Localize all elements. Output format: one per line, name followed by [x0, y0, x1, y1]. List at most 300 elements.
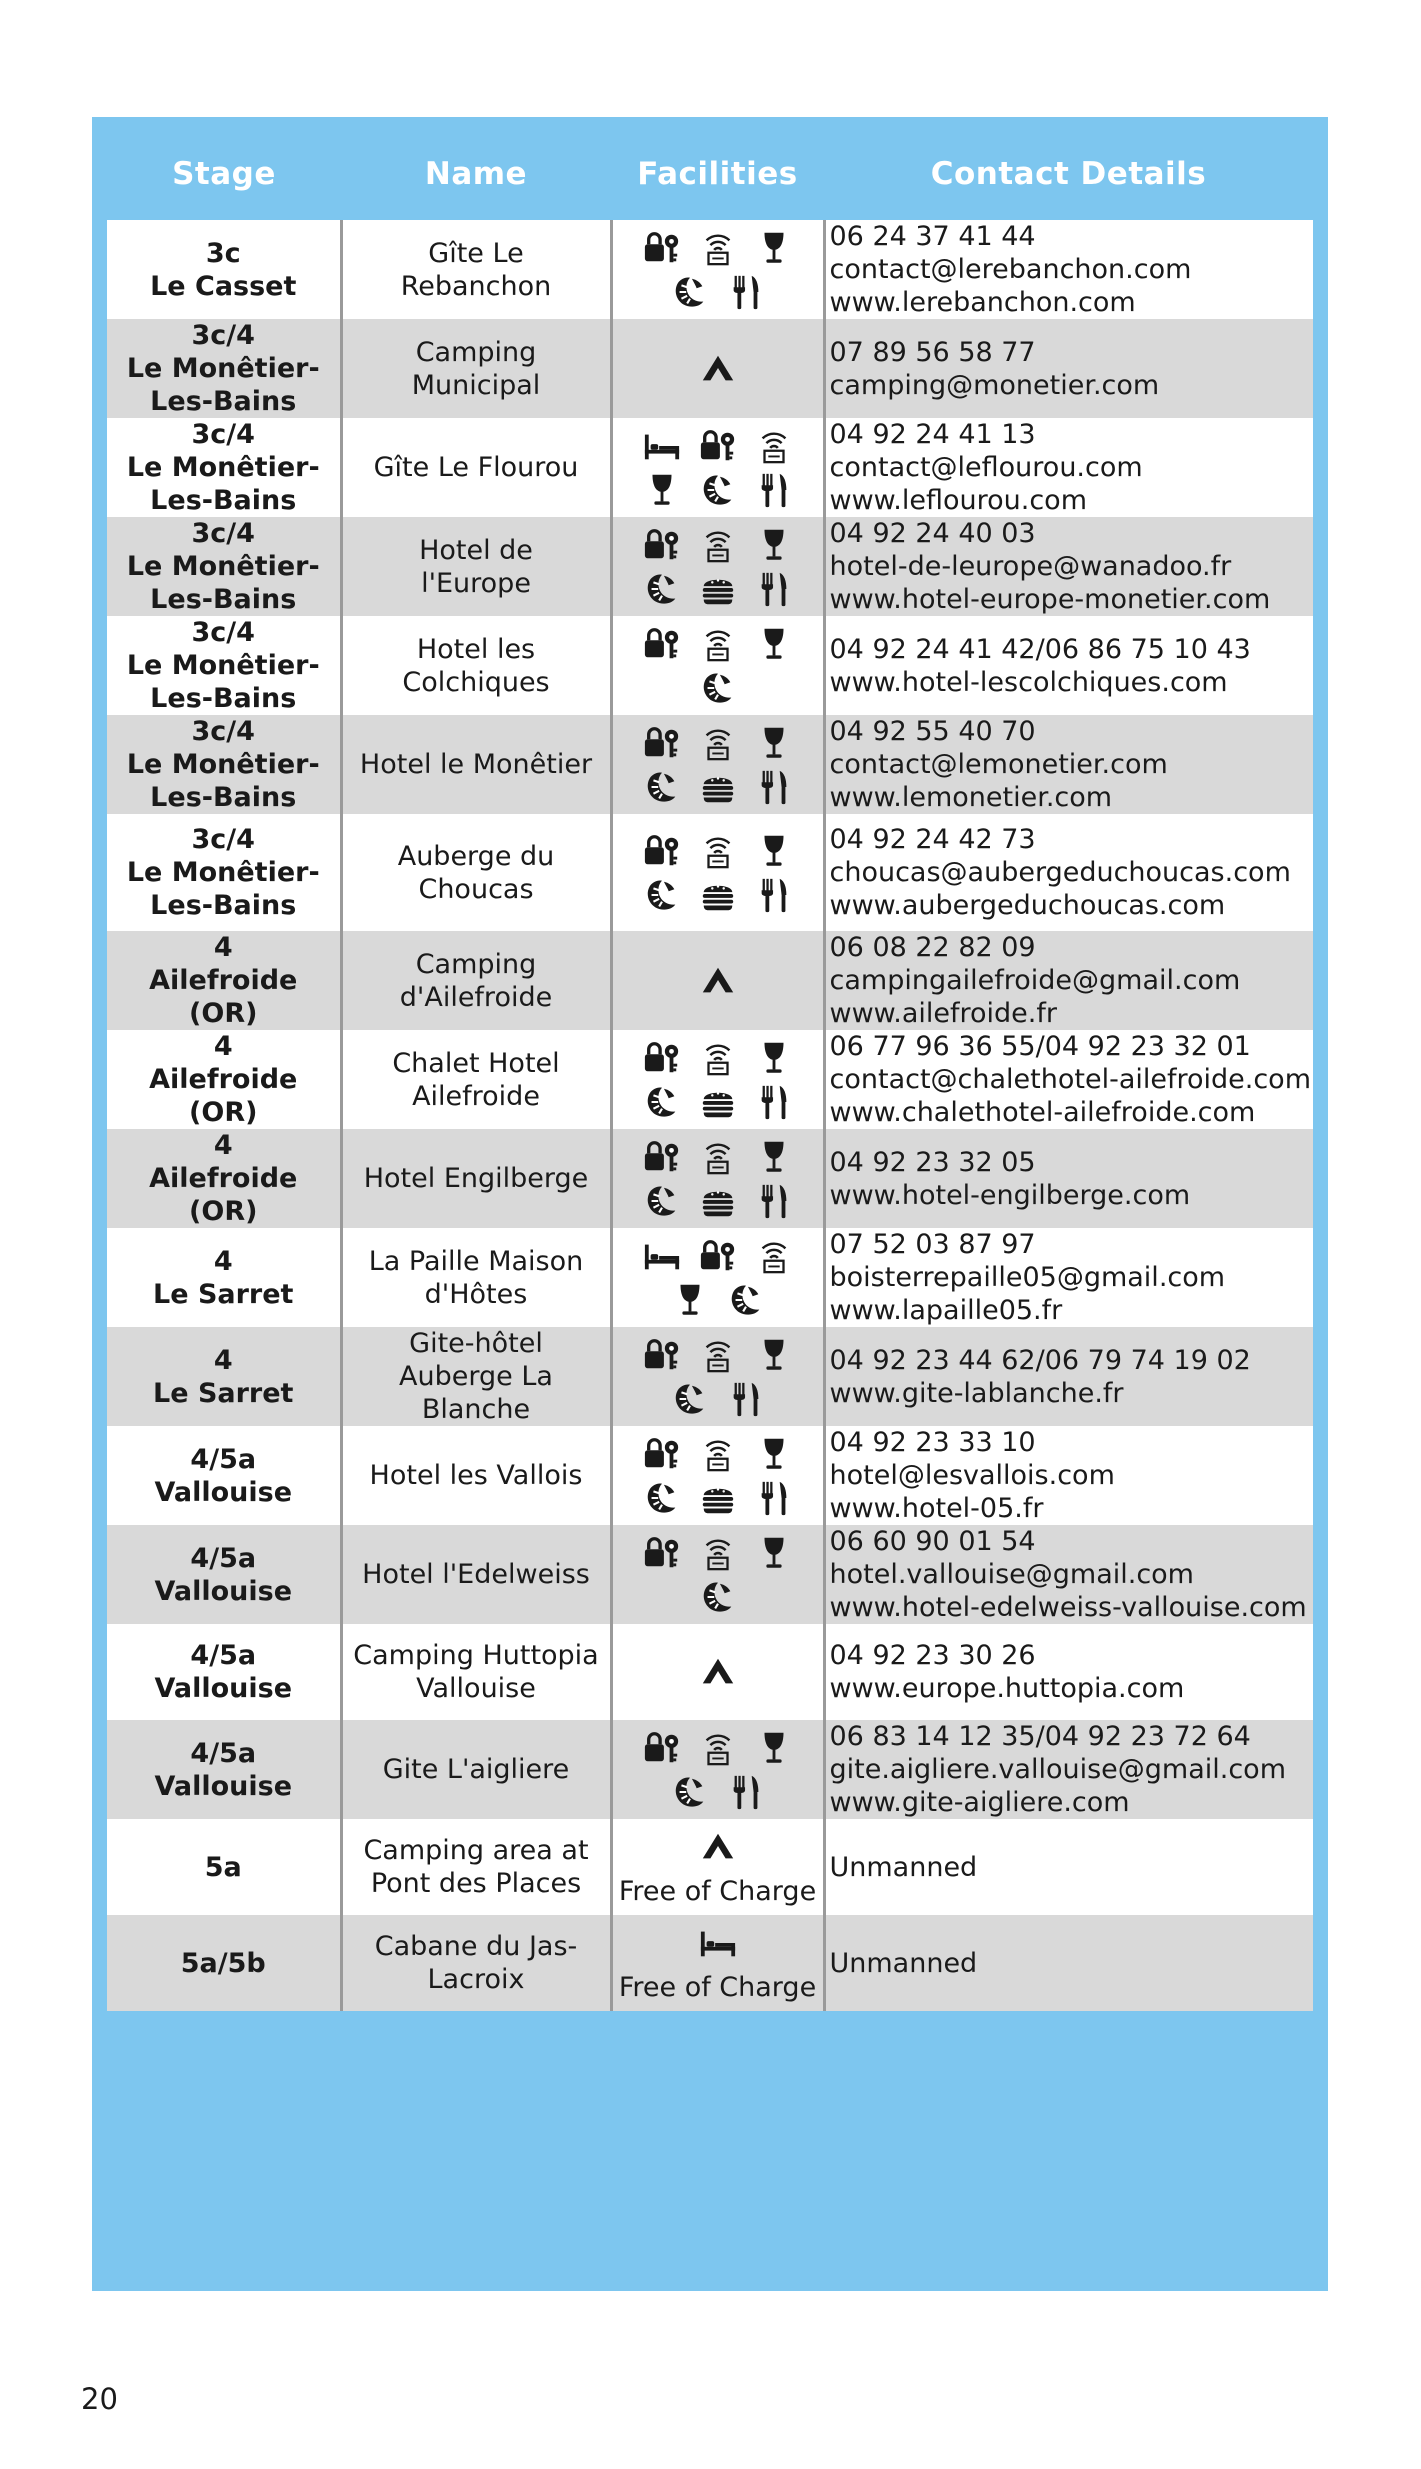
table-row — [107, 517, 1313, 616]
facilities-line — [617, 1726, 819, 1770]
name-cell — [341, 1327, 611, 1426]
wine-icon — [754, 1434, 794, 1474]
cutlery-icon — [754, 767, 794, 807]
facilities-cell — [611, 1426, 824, 1525]
contact-line: www.gite-aigliere.com — [829, 1787, 1130, 1818]
stage-cell — [107, 517, 341, 616]
contact-line: www.hotel-lescolchiques.com — [829, 666, 1228, 698]
stage-line: Vallouise — [154, 1476, 293, 1508]
contact-line: 04 92 23 33 10 — [829, 1427, 1036, 1458]
accommodation-table — [107, 128, 1313, 2011]
contact-line: 04 92 24 41 13 — [829, 419, 1036, 450]
contact-cell — [824, 1720, 1313, 1819]
facilities-cell — [611, 814, 824, 931]
facilities-line — [617, 765, 819, 809]
name-cell — [341, 220, 611, 319]
stage-line: 4/5a — [190, 1542, 257, 1574]
contact-line: 06 08 22 82 09 — [829, 932, 1036, 963]
name-cell — [341, 517, 611, 616]
keys-icon — [642, 1533, 682, 1573]
contact-line: 04 92 23 32 05 — [829, 1146, 1036, 1178]
stage-cell — [107, 319, 341, 418]
name-line: Blanche — [421, 1394, 531, 1425]
wifi-icon — [698, 525, 738, 565]
facilities-line — [617, 347, 819, 391]
contact-line: camping@monetier.com — [829, 369, 1160, 401]
table-row — [107, 616, 1313, 715]
name-line: Hotel le Monêtier — [359, 749, 593, 780]
name-line: Auberge du — [397, 840, 555, 872]
name-line: d'Ailefroide — [399, 981, 553, 1013]
stage-line: Le Sarret — [153, 1377, 294, 1409]
name-line: Hotel de — [419, 534, 533, 566]
facilities-line — [617, 873, 819, 917]
wifi-icon — [754, 1236, 794, 1276]
stage-cell — [107, 418, 341, 517]
cutlery-icon — [726, 1379, 766, 1419]
stage-line: Le Monêtier- — [126, 857, 320, 888]
name-line: Vallouise — [416, 1673, 536, 1704]
contact-cell — [824, 1228, 1313, 1327]
table-row — [107, 931, 1313, 1030]
stage-cell — [107, 1624, 341, 1720]
burger-icon — [698, 569, 738, 609]
wifi-icon — [698, 1335, 738, 1375]
stage-line: 4 — [213, 1245, 233, 1277]
keys-icon — [642, 1335, 682, 1375]
facilities-cell — [611, 1327, 824, 1426]
croissant-icon — [670, 1379, 710, 1419]
contact-line: www.gite-lablanche.fr — [829, 1377, 1124, 1409]
name-cell — [341, 1228, 611, 1327]
contact-line: www.hotel-edelweiss-vallouise.com — [829, 1592, 1307, 1623]
contact-cell — [824, 1915, 1313, 2011]
contact-cell — [824, 220, 1313, 319]
stage-line: Vallouise — [154, 1770, 293, 1802]
bed-icon — [642, 1236, 682, 1276]
wine-icon — [754, 624, 794, 664]
name-cell — [341, 1129, 611, 1228]
table-row — [107, 1426, 1313, 1525]
contact-line: boisterrepaille05@gmail.com — [829, 1262, 1226, 1293]
stage-line: Le Sarret — [153, 1278, 294, 1310]
facilities-cell — [611, 931, 824, 1030]
facilities-line — [617, 270, 819, 314]
stage-line: Ailefroide (OR) — [149, 1163, 298, 1227]
wifi-icon — [698, 831, 738, 871]
facilities-line — [617, 622, 819, 666]
cutlery-icon — [726, 272, 766, 312]
wifi-icon — [698, 1533, 738, 1573]
name-cell — [341, 1426, 611, 1525]
stage-cell — [107, 1915, 341, 2011]
contact-cell — [824, 616, 1313, 715]
facilities-line — [617, 1036, 819, 1080]
name-cell — [341, 1525, 611, 1624]
name-line: La Paille Maison — [368, 1245, 584, 1277]
cutlery-icon — [754, 1181, 794, 1221]
burger-icon — [698, 1181, 738, 1221]
contact-cell — [824, 1624, 1313, 1720]
name-line: Chalet Hotel — [392, 1047, 560, 1079]
contact-line: 06 77 96 36 55/04 92 23 32 01 — [829, 1031, 1251, 1062]
stage-line: 4/5a — [190, 1737, 257, 1769]
name-cell — [341, 319, 611, 418]
name-line: Gîte Le Flourou — [373, 452, 579, 483]
name-line: Auberge La — [399, 1361, 553, 1392]
croissant-icon — [642, 569, 682, 609]
cutlery-icon — [754, 875, 794, 915]
header-stage: Stage — [172, 156, 276, 192]
facilities-cell — [611, 616, 824, 715]
name-cell — [341, 1915, 611, 2011]
bed-icon — [698, 1923, 738, 1963]
stage-line: Le Monêtier- — [126, 551, 320, 582]
croissant-icon — [670, 272, 710, 312]
keys-icon — [642, 1137, 682, 1177]
contact-line: contact@chalethotel-ailefroide.com — [829, 1064, 1312, 1095]
stage-cell — [107, 1228, 341, 1327]
stage-cell — [107, 814, 341, 931]
croissant-icon — [642, 1082, 682, 1122]
contact-line: www.chalethotel-ailefroide.com — [829, 1097, 1256, 1128]
name-line: Municipal — [411, 369, 541, 401]
name-cell — [341, 1819, 611, 1915]
facilities-line — [617, 1575, 819, 1619]
contact-line: www.lapaille05.fr — [829, 1295, 1063, 1326]
wine-icon — [642, 470, 682, 510]
name-line: Hotel les Vallois — [369, 1460, 583, 1491]
contact-cell — [824, 1525, 1313, 1624]
contact-line: 04 92 23 44 62/06 79 74 19 02 — [829, 1344, 1251, 1376]
stage-cell — [107, 715, 341, 814]
stage-line: 3c/4 — [191, 617, 255, 648]
stage-line: 3c/4 — [191, 518, 255, 549]
page-number: 20 — [81, 2382, 118, 2416]
facilities-line — [617, 1278, 819, 1322]
name-line: Gîte Le — [428, 237, 524, 269]
contact-cell — [824, 418, 1313, 517]
burger-icon — [698, 1478, 738, 1518]
stage-cell — [107, 1720, 341, 1819]
contact-line: 04 92 24 42 73 — [829, 824, 1036, 855]
table-row — [107, 1327, 1313, 1426]
keys-icon — [642, 624, 682, 664]
table-row — [107, 1525, 1313, 1624]
facilities-line — [617, 721, 819, 765]
facilities-cell — [611, 1525, 824, 1624]
facilities-line — [617, 666, 819, 710]
name-line: Camping Huttopia — [353, 1640, 599, 1671]
wine-icon — [754, 1728, 794, 1768]
wifi-icon — [698, 1038, 738, 1078]
contact-line: www.lemonetier.com — [829, 782, 1113, 813]
facilities-line — [617, 1770, 819, 1814]
contact-line: www.hotel-engilberge.com — [829, 1179, 1191, 1211]
stage-line: 4/5a — [190, 1443, 257, 1475]
contact-line: 04 92 24 40 03 — [829, 518, 1036, 549]
contact-line: www.leflourou.com — [829, 485, 1087, 516]
keys-icon — [642, 831, 682, 871]
stage-line: Les-Bains — [150, 485, 297, 516]
facilities-cell — [611, 1030, 824, 1129]
facilities-line — [617, 424, 819, 468]
keys-icon — [642, 1434, 682, 1474]
croissant-icon — [642, 1181, 682, 1221]
contact-cell — [824, 931, 1313, 1030]
facilities-cell — [611, 1228, 824, 1327]
contact-cell — [824, 715, 1313, 814]
croissant-icon — [642, 767, 682, 807]
contact-line: 04 92 55 40 70 — [829, 716, 1036, 747]
contact-line: www.europe.huttopia.com — [829, 1673, 1185, 1704]
cutlery-icon — [754, 1478, 794, 1518]
contact-cell — [824, 1030, 1313, 1129]
wifi-icon — [698, 1728, 738, 1768]
contact-line: choucas@aubergeduchoucas.com — [829, 857, 1291, 888]
name-line: Cabane du Jas- — [374, 1931, 578, 1962]
tent-icon — [698, 349, 738, 389]
facilities-cell — [611, 1915, 824, 2011]
wine-icon — [670, 1280, 710, 1320]
stage-line: Les-Bains — [150, 386, 297, 417]
stage-cell — [107, 1030, 341, 1129]
facilities-cell — [611, 418, 824, 517]
wifi-icon — [698, 1137, 738, 1177]
stage-line: 4 — [213, 1344, 233, 1376]
contact-cell — [824, 319, 1313, 418]
stage-line: Le Monêtier- — [126, 353, 320, 384]
table-row — [107, 1030, 1313, 1129]
contact-line: Unmanned — [829, 1851, 978, 1883]
stage-line: Ailefroide (OR) — [149, 965, 298, 1029]
table-row — [107, 814, 1313, 931]
stage-line: 4 — [213, 932, 233, 963]
table-row — [107, 1819, 1313, 1915]
name-line: Rebanchon — [400, 270, 552, 302]
wine-icon — [754, 831, 794, 871]
cutlery-icon — [754, 1082, 794, 1122]
stage-cell — [107, 220, 341, 319]
facilities-cell — [611, 1819, 824, 1915]
name-line: Lacroix — [427, 1964, 525, 1995]
contact-line: gite.aigliere.vallouise@gmail.com — [829, 1754, 1286, 1785]
name-cell — [341, 1720, 611, 1819]
wine-icon — [754, 1137, 794, 1177]
burger-icon — [698, 875, 738, 915]
facilities-cell — [611, 1129, 824, 1228]
wine-icon — [754, 723, 794, 763]
stage-cell — [107, 1819, 341, 1915]
stage-line: Le Monêtier- — [126, 452, 320, 483]
table-row — [107, 1624, 1313, 1720]
table-row — [107, 418, 1313, 517]
facilities-cell — [611, 715, 824, 814]
wine-icon — [754, 1038, 794, 1078]
contact-line: www.hotel-05.fr — [829, 1493, 1044, 1524]
stage-line: 3c/4 — [191, 716, 255, 747]
contact-line: Unmanned — [829, 1947, 978, 1979]
contact-cell — [824, 1129, 1313, 1228]
stage-cell — [107, 1129, 341, 1228]
cutlery-icon — [754, 569, 794, 609]
wine-icon — [754, 525, 794, 565]
croissant-icon — [698, 470, 738, 510]
facilities-cell — [611, 1624, 824, 1720]
name-cell — [341, 418, 611, 517]
table-row — [107, 1915, 1313, 2011]
table-row — [107, 220, 1313, 319]
stage-cell — [107, 1426, 341, 1525]
stage-line: 3c/4 — [191, 320, 255, 351]
keys-icon — [642, 1728, 682, 1768]
facilities-line — [617, 1531, 819, 1575]
stage-line: Les-Bains — [150, 782, 297, 813]
stage-line: 5a/5b — [180, 1947, 266, 1979]
tent-icon — [698, 1827, 738, 1867]
contact-line: www.ailefroide.fr — [829, 998, 1057, 1029]
wine-icon — [754, 228, 794, 268]
name-line: Choucas — [418, 873, 534, 905]
facilities-cell — [611, 220, 824, 319]
stage-line: Les-Bains — [150, 584, 297, 615]
cutlery-icon — [754, 470, 794, 510]
table-header-row — [107, 128, 1313, 220]
name-cell — [341, 1624, 611, 1720]
stage-line: Le Monêtier- — [126, 749, 320, 780]
name-line: Ailefroide — [412, 1080, 540, 1112]
contact-cell — [824, 1819, 1313, 1915]
wine-icon — [754, 1335, 794, 1375]
croissant-icon — [698, 1577, 738, 1617]
facilities-line — [617, 829, 819, 873]
stage-line: 5a — [204, 1851, 242, 1883]
contact-cell — [824, 517, 1313, 616]
facilities-line — [617, 959, 819, 1003]
contact-line: contact@lerebanchon.com — [829, 254, 1192, 285]
header-name: Name — [424, 156, 528, 192]
table-row — [107, 715, 1313, 814]
facilities-line — [617, 1333, 819, 1377]
contact-line: 04 92 23 30 26 — [829, 1640, 1036, 1671]
facilities-cell — [611, 319, 824, 418]
name-line: Hotel l'Edelweiss — [362, 1559, 590, 1590]
name-cell — [341, 616, 611, 715]
contact-line: 06 60 90 01 54 — [829, 1526, 1036, 1557]
keys-icon — [642, 1038, 682, 1078]
keys-icon — [698, 1236, 738, 1276]
contact-line: 04 92 24 41 42/06 86 75 10 43 — [829, 633, 1251, 665]
facilities-line — [617, 226, 819, 270]
facilities-cell — [611, 1720, 824, 1819]
contact-line: 07 52 03 87 97 — [829, 1229, 1036, 1260]
contact-line: hotel@lesvallois.com — [829, 1460, 1115, 1491]
facilities-line — [617, 1432, 819, 1476]
header-facilities: Facilities — [637, 156, 798, 192]
table-row — [107, 319, 1313, 418]
wifi-icon — [754, 426, 794, 466]
croissant-icon — [670, 1772, 710, 1812]
table-row — [107, 1228, 1313, 1327]
stage-line: 4 — [213, 1130, 233, 1161]
croissant-icon — [642, 1478, 682, 1518]
burger-icon — [698, 767, 738, 807]
contact-line: www.lerebanchon.com — [829, 287, 1136, 318]
burger-icon — [698, 1082, 738, 1122]
facilities-line — [617, 1179, 819, 1223]
keys-icon — [642, 228, 682, 268]
stage-line: 4 — [213, 1031, 233, 1062]
tent-icon — [698, 1652, 738, 1692]
name-cell — [341, 931, 611, 1030]
name-cell — [341, 715, 611, 814]
name-line: Camping — [415, 336, 537, 368]
stage-cell — [107, 616, 341, 715]
name-line: Colchiques — [402, 666, 550, 698]
keys-icon — [642, 525, 682, 565]
name-line: Gite-hôtel — [409, 1328, 543, 1359]
stage-line: 3c/4 — [191, 824, 255, 855]
name-line: Gite L'aigliere — [382, 1754, 570, 1785]
table-row — [107, 1720, 1313, 1819]
stage-line: Les-Bains — [150, 890, 297, 921]
name-cell — [341, 814, 611, 931]
wifi-icon — [698, 624, 738, 664]
facilities-line — [617, 1135, 819, 1179]
name-line: l'Europe — [421, 567, 531, 599]
bed-icon — [642, 426, 682, 466]
facilities-line — [617, 1234, 819, 1278]
facilities-line — [617, 1476, 819, 1520]
facilities-line — [617, 1080, 819, 1124]
contact-cell — [824, 814, 1313, 931]
keys-icon — [698, 426, 738, 466]
facilities-line — [617, 1377, 819, 1421]
facilities-note: Free of Charge — [618, 1972, 817, 2003]
stage-cell — [107, 1327, 341, 1426]
facilities-line — [617, 1921, 819, 1965]
croissant-icon — [642, 875, 682, 915]
tent-icon — [698, 961, 738, 1001]
facilities-line — [617, 523, 819, 567]
stage-cell — [107, 1525, 341, 1624]
facilities-note: Free of Charge — [618, 1876, 817, 1907]
name-line: Hotel les — [416, 633, 536, 665]
name-line: Camping — [415, 948, 537, 980]
facilities-cell — [611, 517, 824, 616]
stage-line: Vallouise — [154, 1673, 293, 1704]
table-body — [107, 220, 1313, 2011]
stage-line: 4/5a — [190, 1640, 257, 1671]
stage-line: Le Casset — [150, 270, 297, 302]
croissant-icon — [698, 668, 738, 708]
stage-line: 3c — [205, 237, 241, 269]
name-line: Hotel Engilberge — [363, 1163, 589, 1194]
name-line: Camping area at — [363, 1835, 589, 1866]
facilities-line — [617, 1825, 819, 1869]
contact-line: 06 83 14 12 35/04 92 23 72 64 — [829, 1721, 1251, 1752]
contact-line: hotel.vallouise@gmail.com — [829, 1559, 1194, 1590]
contact-cell — [824, 1426, 1313, 1525]
facilities-line — [617, 1650, 819, 1694]
facilities-line — [617, 468, 819, 512]
cutlery-icon — [726, 1772, 766, 1812]
table-row — [107, 1129, 1313, 1228]
wifi-icon — [698, 228, 738, 268]
stage-cell — [107, 931, 341, 1030]
wifi-icon — [698, 723, 738, 763]
stage-line: Vallouise — [154, 1575, 293, 1607]
